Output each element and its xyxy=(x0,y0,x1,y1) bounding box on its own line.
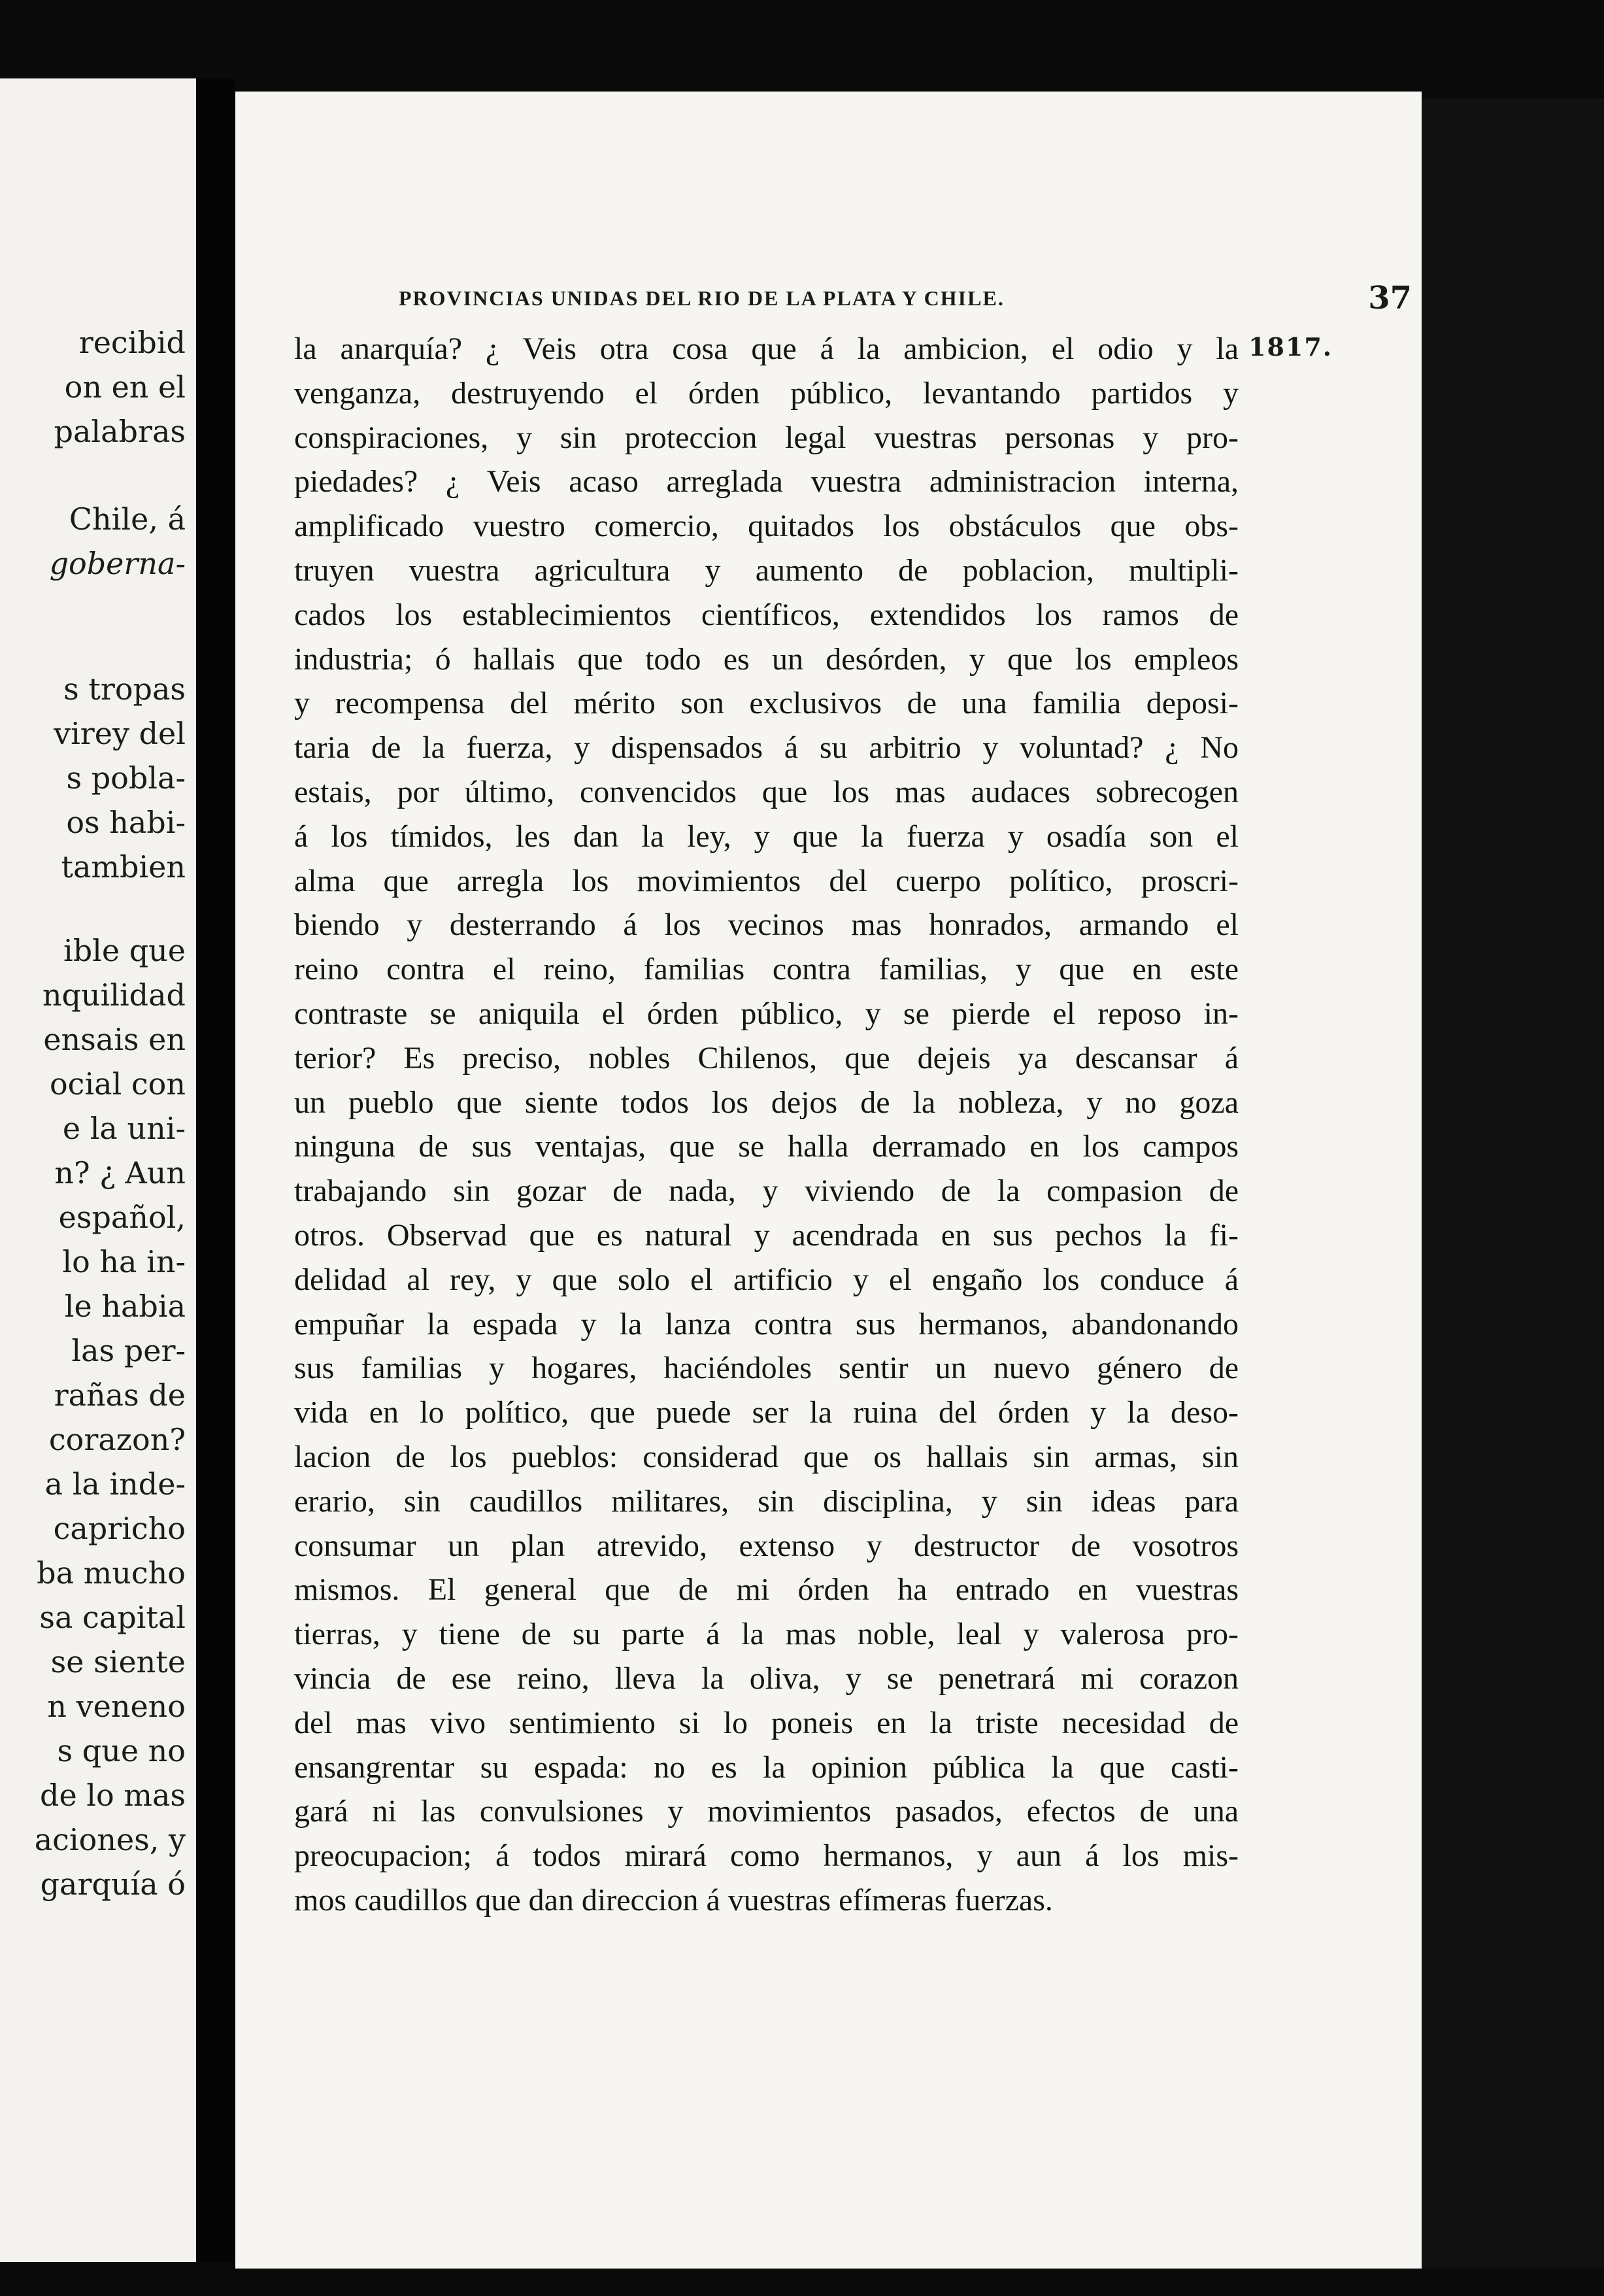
page-edge-shadow xyxy=(1422,98,1604,2269)
left-fragment-line: e la uni- xyxy=(62,1111,186,1146)
left-fragment-line: de lo mas xyxy=(40,1778,186,1813)
left-fragment-line: s que no xyxy=(57,1733,186,1768)
text-line: taria de la fuerza, y dispensados á su arbitrio y voluntad? ¿ No xyxy=(294,730,1239,766)
page-number: 37 xyxy=(1368,280,1412,316)
left-fragment-line: aciones, y xyxy=(34,1822,186,1857)
running-head xyxy=(399,280,1412,326)
text-line: contraste se aniquila el órden público, y se pierde el reposo in- xyxy=(294,996,1239,1031)
left-fragment-line: le habia xyxy=(64,1289,186,1324)
running-title: PROVINCIAS UNIDAS DEL RIO DE LA PLATA Y CHILE. xyxy=(399,286,1005,310)
left-fragment-line: nquilidad xyxy=(42,977,186,1013)
text-line: mismos. El general que de mi órden ha entrado en vuestras xyxy=(294,1572,1239,1608)
left-fragment-1 xyxy=(54,320,186,454)
left-fragment-4 xyxy=(35,928,186,1906)
left-page-fragment xyxy=(0,78,196,2262)
text-line: consumar un plan atrevido, extenso y destructor de vosotros xyxy=(294,1528,1239,1563)
left-fragment-3 xyxy=(54,667,186,889)
left-fragment-line: rañas de xyxy=(54,1377,186,1413)
text-line: del mas vivo sentimiento si lo poneis en la triste necesidad de xyxy=(294,1705,1239,1740)
text-line: reino contra el reino, familias contra familias, y que en este xyxy=(294,952,1239,987)
left-fragment-line: lo ha in- xyxy=(62,1244,186,1279)
text-line: la anarquía? ¿ Veis otra cosa que á la ambicion, el odio y la xyxy=(294,331,1239,366)
body-text xyxy=(294,327,1239,1923)
text-line: cados los establecimientos científicos, extendidos los ramos de xyxy=(294,597,1239,632)
text-line: empuñar la espada y la lanza contra sus hermanos, abandonando xyxy=(294,1306,1239,1342)
text-line: y recompensa del mérito son exclusivos de una familia deposi- xyxy=(294,686,1239,721)
left-fragment-line: tambien xyxy=(61,849,186,885)
text-line: vincia de ese reino, lleva la oliva, y se penetrará mi corazon xyxy=(294,1661,1239,1696)
text-line: ninguna de sus ventajas, que se halla derramado en los campos xyxy=(294,1129,1239,1164)
text-line: alma que arregla los movimientos del cuerpo político, proscri- xyxy=(294,863,1239,898)
left-fragment-line: a la inde- xyxy=(44,1466,186,1502)
left-fragment-line: ible que xyxy=(63,933,186,968)
left-fragment-line: corazon? xyxy=(48,1422,186,1457)
left-fragment-line: n veneno xyxy=(47,1689,186,1724)
left-fragment-line: se siente xyxy=(50,1644,186,1680)
text-line: terior? Es preciso, nobles Chilenos, que dejeis ya descansar á xyxy=(294,1040,1239,1075)
text-line: trabajando sin gozar de nada, y viviendo de la compasion de xyxy=(294,1173,1239,1209)
text-line: piedades? ¿ Veis acaso arreglada vuestra administracion interna, xyxy=(294,464,1239,499)
text-line: sus familias y hogares, haciéndoles sentir un nuevo género de xyxy=(294,1351,1239,1386)
left-fragment-line: Chile, á xyxy=(69,501,186,537)
text-line: preocupacion; á todos mirará como hermanos, y aun á los mis- xyxy=(294,1838,1239,1874)
book-gutter xyxy=(196,78,235,2262)
left-fragment-2 xyxy=(50,497,186,586)
text-line: estais, por último, convencidos que los mas audaces sobrecogen xyxy=(294,774,1239,809)
text-line: un pueblo que siente todos los dejos de la nobleza, y no goza xyxy=(294,1085,1239,1120)
left-fragment-line: palabras xyxy=(54,414,186,449)
left-fragment-line: n? ¿ Aun xyxy=(54,1155,186,1190)
text-line: venganza, destruyendo el órden público, levantando partidos y xyxy=(294,375,1239,411)
margin-year-note: 1817. xyxy=(1248,332,1333,362)
left-fragment-line: ba mucho xyxy=(37,1555,186,1591)
left-fragment-line: sa capital xyxy=(39,1600,186,1635)
text-line: vida en lo político, que puede ser la ruina del órden y la deso- xyxy=(294,1395,1239,1430)
text-line: lacion de los pueblos: considerad que os hallais sin armas, sin xyxy=(294,1439,1239,1474)
text-line: gará ni las convulsiones y movimientos pasados, efectos de una xyxy=(294,1794,1239,1829)
text-line: truyen vuestra agricultura y aumento de poblacion, multipli- xyxy=(294,552,1239,588)
left-fragment-line: virey del xyxy=(54,716,186,751)
text-line: biendo y desterrando á los vecinos mas honrados, armando el xyxy=(294,907,1239,943)
text-line: ensangrentar su espada: no es la opinion pública la que casti- xyxy=(294,1749,1239,1785)
right-page xyxy=(235,92,1422,2269)
left-fragment-line: s tropas xyxy=(63,671,186,707)
text-line: á los tímidos, les dan la ley, y que la fuerza y osadía son el xyxy=(294,819,1239,854)
left-fragment-line: español, xyxy=(58,1200,186,1235)
text-line: mos caudillos que dan direccion á vuestras efímeras fuerzas. xyxy=(294,1882,1053,1917)
text-line: erario, sin caudillos militares, sin disciplina, y sin ideas para xyxy=(294,1483,1239,1519)
left-fragment-line: on en el xyxy=(64,369,186,405)
left-fragment-line: goberna- xyxy=(49,546,186,581)
left-fragment-line: ensais en xyxy=(43,1022,186,1057)
left-fragment-line: garquía ó xyxy=(40,1866,186,1902)
text-line: amplificado vuestro comercio, quitados los obstáculos que obs- xyxy=(294,509,1239,544)
left-fragment-line: las per- xyxy=(71,1333,186,1368)
text-line: otros. Observad que es natural y acendrada en sus pechos la fi- xyxy=(294,1217,1239,1253)
left-fragment-line: recibid xyxy=(78,325,186,360)
left-fragment-line: capricho xyxy=(53,1511,186,1546)
text-line: tierras, y tiene de su parte á la mas noble, leal y valerosa pro- xyxy=(294,1617,1239,1652)
left-fragment-line: ocial con xyxy=(49,1066,186,1102)
text-line: delidad al rey, y que solo el artificio y el engaño los conduce á xyxy=(294,1262,1239,1297)
text-line: industria; ó hallais que todo es un desórden, y que los empleos xyxy=(294,641,1239,677)
left-fragment-line: os habi- xyxy=(66,805,186,840)
left-fragment-line: s pobla- xyxy=(66,760,186,796)
text-line: conspiraciones, y sin proteccion legal vuestras personas y pro- xyxy=(294,420,1239,455)
